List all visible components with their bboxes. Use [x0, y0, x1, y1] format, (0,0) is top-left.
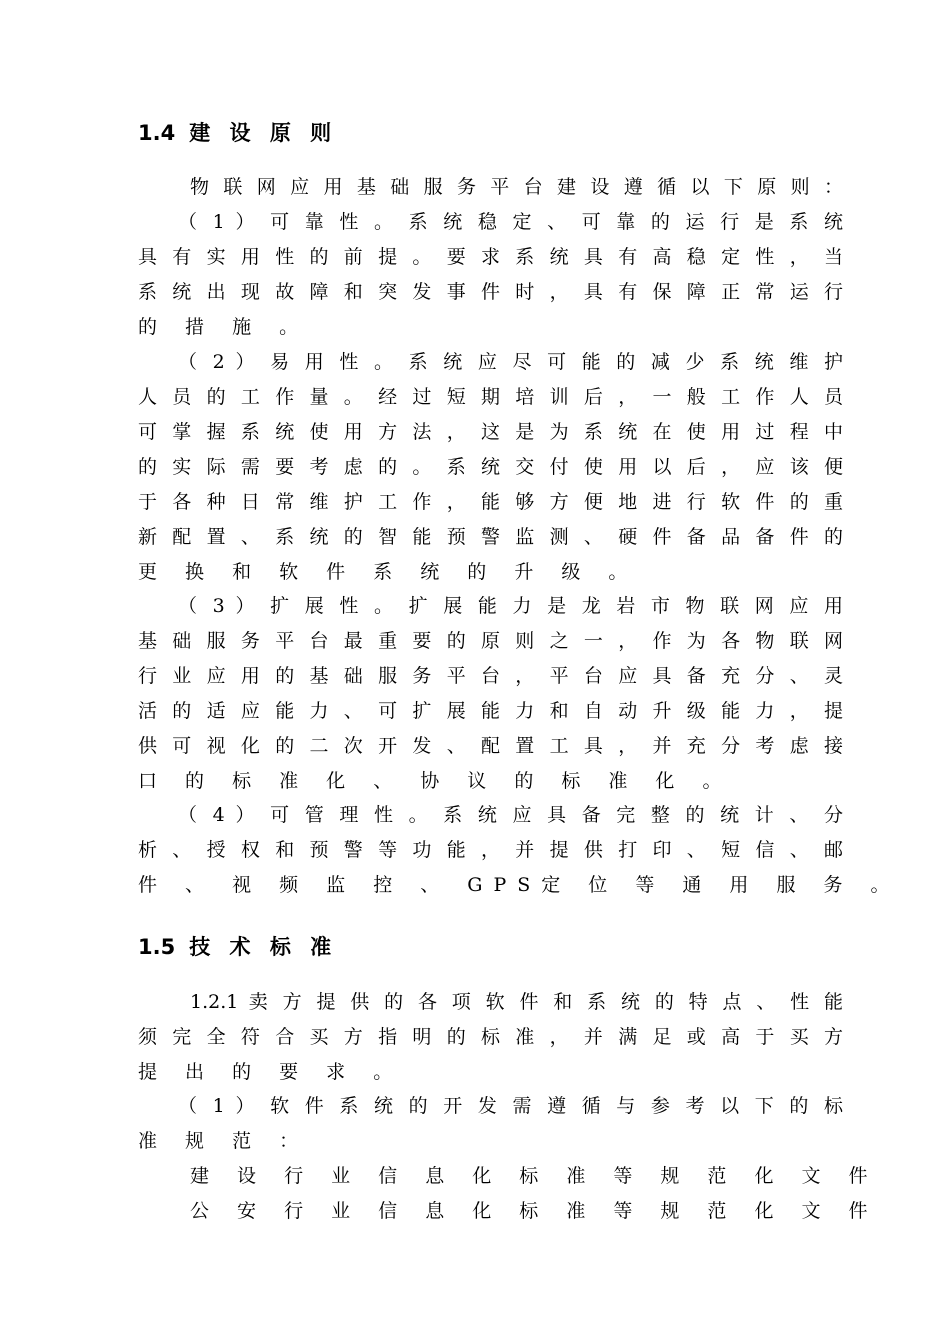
- paragraph-line: 系 统 出 现 故 障 和 突 发 事 件 时 ， 具 有 保 障 正 常 运 行: [138, 281, 843, 303]
- section-number: 1.5: [138, 935, 176, 959]
- paragraph-line: 人 员 的 工 作 量 。 经 过 短 期 培 训 后 ， 一 般 工 作 人 员: [138, 386, 843, 408]
- paragraph-line: 基 础 服 务 平 台 最 重 要 的 原 则 之 一 ， 作 为 各 物 联 网: [138, 630, 843, 652]
- paragraph-line: 更 换 和 软 件 系 统 的 升 级 。: [138, 561, 639, 583]
- paragraph-line: 口 的 标 准 化 、 协 议 的 标 准 化 。: [138, 770, 733, 792]
- paragraph-line: 建 设 行 业 信 息 化 标 准 等 规 范 化 文 件: [190, 1165, 879, 1187]
- paragraph-line: 物 联 网 应 用 基 础 服 务 平 台 建 设 遵 循 以 下 原 则 ：: [190, 176, 843, 198]
- paragraph-line: 具 有 实 用 性 的 前 提 。 要 求 系 统 具 有 高 稳 定 性 ， 当: [138, 246, 843, 268]
- paragraph-line: 的 实 际 需 要 考 虑 的 。 系 统 交 付 使 用 以 后 ， 应 该 便: [138, 456, 843, 478]
- paragraph-line: 活 的 适 应 能 力 、 可 扩 展 能 力 和 自 动 升 级 能 力 ， 提: [138, 700, 843, 722]
- paragraph-line: 件 、 视 频 监 控 、 GPS定 位 等 通 用 服 务 。: [138, 874, 901, 896]
- paragraph-line: 公 安 行 业 信 息 化 标 准 等 规 范 化 文 件: [190, 1200, 879, 1222]
- section-title: 技 术 标 准: [189, 935, 338, 959]
- paragraph-line: 新 配 置 、 系 统 的 智 能 预 警 监 测 、 硬 件 备 品 备 件 的: [138, 526, 843, 548]
- section-number: 1.4: [138, 121, 176, 145]
- paragraph-line: 须 完 全 符 合 买 方 指 明 的 标 准 ， 并 满 足 或 高 于 买 方: [138, 1026, 843, 1048]
- paragraph-line: 准 规 范 ：: [138, 1130, 310, 1152]
- paragraph-line: 析 、 授 权 和 预 警 等 功 能 ， 并 提 供 打 印 、 短 信 、 邮: [138, 839, 843, 861]
- paragraph-line: 1.2.1 卖 方 提 供 的 各 项 软 件 和 系 统 的 特 点 、 性 能: [190, 991, 843, 1013]
- section-heading: [138, 121, 337, 145]
- paragraph-line: （ 2 ） 易 用 性 。 系 统 应 尽 可 能 的 减 少 系 统 维 护: [178, 351, 843, 373]
- paragraph-line: 的 措 施 。: [138, 316, 310, 338]
- paragraph-line: 提 出 的 要 求 。: [138, 1061, 404, 1083]
- paragraph-line: （ 3 ） 扩 展 性 。 扩 展 能 力 是 龙 岩 市 物 联 网 应 用: [178, 595, 843, 617]
- section-title: 建 设 原 则: [189, 121, 338, 145]
- paragraph-line: 于 各 种 日 常 维 护 工 作 ， 能 够 方 便 地 进 行 软 件 的 重: [138, 491, 843, 513]
- paragraph-line: 可 掌 握 系 统 使 用 方 法 ， 这 是 为 系 统 在 使 用 过 程 中: [138, 421, 843, 443]
- paragraph-line: 行 业 应 用 的 基 础 服 务 平 台 ， 平 台 应 具 备 充 分 、 灵: [138, 665, 843, 687]
- paragraph-line: 供 可 视 化 的 二 次 开 发 、 配 置 工 具 ， 并 充 分 考 虑 接: [138, 735, 843, 757]
- paragraph-line: （ 4 ） 可 管 理 性 。 系 统 应 具 备 完 整 的 统 计 、 分: [178, 804, 843, 826]
- paragraph-line: （ 1 ） 可 靠 性 。 系 统 稳 定 、 可 靠 的 运 行 是 系 统: [178, 211, 843, 233]
- paragraph-line: （ 1 ） 软 件 系 统 的 开 发 需 遵 循 与 参 考 以 下 的 标: [178, 1095, 843, 1117]
- section-heading: [138, 935, 337, 959]
